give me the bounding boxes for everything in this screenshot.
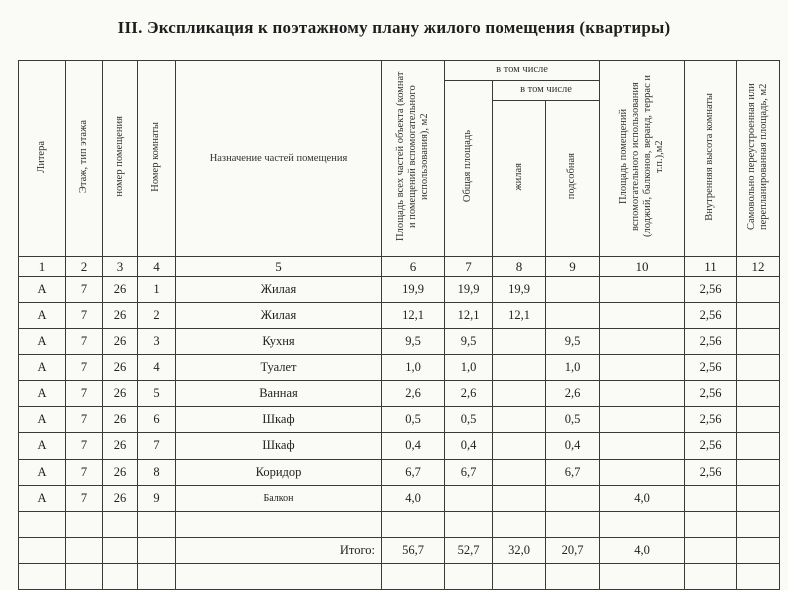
col-num: 1 [19,257,66,277]
cell-lit: А [19,276,66,302]
cell-lit: А [19,433,66,459]
cell-height [685,485,737,511]
cell-lit: А [19,355,66,381]
cell-auxarea: 4,0 [600,485,685,511]
cell-room: 6 [138,407,176,433]
cell-aux: 2,6 [546,381,600,407]
cell-floor: 7 [66,433,103,459]
table-row [19,459,780,485]
cell-room: 4 [138,355,176,381]
cell-living [493,459,546,485]
cell-room: 9 [138,485,176,511]
table-row [19,355,780,381]
cell-lit: А [19,485,66,511]
cell-lit: А [19,303,66,329]
header-general-area: Общая площадь [445,80,493,256]
totals-label: Итого: [176,537,382,563]
cell-purpose: Балкон [176,485,382,511]
cell-self [737,355,780,381]
header-living: жилая [493,100,546,256]
cell-total: 2,6 [382,381,445,407]
table-row [19,485,780,511]
table-row [19,433,780,459]
header-floor: Этаж, тип этажа [66,61,103,257]
cell-total: 19,9 [382,276,445,302]
cell-floor: 7 [66,459,103,485]
cell-height: 2,56 [685,459,737,485]
cell-prem: 26 [103,485,138,511]
cell-auxarea [600,407,685,433]
cell-height: 2,56 [685,276,737,302]
cell-gen: 1,0 [445,355,493,381]
cell-lit: А [19,459,66,485]
col-num: 10 [600,257,685,277]
header-premise-no: номер помещения [103,61,138,257]
cell-living: 12,1 [493,303,546,329]
cell-prem: 26 [103,303,138,329]
table-row [19,329,780,355]
cell-purpose: Туалет [176,355,382,381]
cell-room: 7 [138,433,176,459]
cell-purpose: Шкаф [176,433,382,459]
page-title: III. Экспликация к поэтажному плану жилого помещения (квартиры) [117,18,671,37]
cell-floor: 7 [66,276,103,302]
cell-floor: 7 [66,329,103,355]
cell-auxarea [600,329,685,355]
col-num: 11 [685,257,737,277]
cell-floor: 7 [66,485,103,511]
cell-height: 2,56 [685,329,737,355]
cell-self [737,329,780,355]
cell-prem: 26 [103,329,138,355]
cell-total: 4,0 [382,485,445,511]
col-num: 12 [737,257,780,277]
cell-aux: 9,5 [546,329,600,355]
cell-living [493,381,546,407]
cell-aux: 1,0 [546,355,600,381]
empty-row [19,563,780,589]
cell-lit: А [19,381,66,407]
cell-height: 2,56 [685,381,737,407]
cell-self [737,303,780,329]
cell-auxarea [600,276,685,302]
table-row [19,276,780,302]
cell-purpose: Шкаф [176,407,382,433]
cell-height: 2,56 [685,433,737,459]
cell-gen: 19,9 [445,276,493,302]
cell-room: 3 [138,329,176,355]
table-row [19,407,780,433]
totals-general: 52,7 [445,537,493,563]
totals-living: 32,0 [493,537,546,563]
column-numbers-row [19,257,780,277]
totals-row [19,537,780,563]
cell-total: 12,1 [382,303,445,329]
cell-floor: 7 [66,303,103,329]
cell-height: 2,56 [685,407,737,433]
cell-lit: А [19,407,66,433]
totals-aux-area: 4,0 [600,537,685,563]
cell-gen [445,485,493,511]
cell-total: 0,4 [382,433,445,459]
header-self-built: Самовольно переустроенная или перепланированная площадь, м2 [737,61,780,257]
cell-room: 8 [138,459,176,485]
cell-aux [546,276,600,302]
table-row [19,303,780,329]
cell-living [493,355,546,381]
cell-auxarea [600,303,685,329]
cell-purpose: Жилая [176,303,382,329]
header-incl2: в том числе [493,80,600,100]
col-num: 6 [382,257,445,277]
cell-self [737,381,780,407]
cell-floor: 7 [66,407,103,433]
cell-self [737,485,780,511]
cell-total: 1,0 [382,355,445,381]
cell-gen: 2,6 [445,381,493,407]
cell-auxarea [600,433,685,459]
cell-height: 2,56 [685,303,737,329]
cell-auxarea [600,355,685,381]
cell-self [737,433,780,459]
cell-self [737,459,780,485]
empty-row [19,511,780,537]
col-num: 3 [103,257,138,277]
col-num: 8 [493,257,546,277]
cell-prem: 26 [103,276,138,302]
cell-gen: 12,1 [445,303,493,329]
cell-aux: 6,7 [546,459,600,485]
cell-lit: А [19,329,66,355]
cell-self [737,407,780,433]
header-aux-area: Площадь помещений вспомогательного использования (лоджий, балконов, веранд, террас и т.п.),м2 [600,61,685,257]
header-purpose: Назначение частей помещения [176,61,382,257]
cell-purpose: Коридор [176,459,382,485]
header-incl: в том числе [445,61,600,81]
col-num: 7 [445,257,493,277]
cell-total: 6,7 [382,459,445,485]
cell-purpose: Ванная [176,381,382,407]
cell-prem: 26 [103,459,138,485]
col-num: 9 [546,257,600,277]
cell-room: 2 [138,303,176,329]
table-row [19,381,780,407]
cell-room: 1 [138,276,176,302]
cell-auxarea [600,459,685,485]
cell-living [493,329,546,355]
totals-auxiliary: 20,7 [546,537,600,563]
totals-total: 56,7 [382,537,445,563]
explication-table [18,60,780,590]
cell-prem: 26 [103,433,138,459]
cell-living [493,433,546,459]
cell-gen: 6,7 [445,459,493,485]
cell-aux [546,303,600,329]
cell-living: 19,9 [493,276,546,302]
cell-purpose: Кухня [176,329,382,355]
header-total-area: Площадь всех частей объекта (комнат и помещений вспомогательного использования), м2 [382,61,445,257]
cell-total: 0,5 [382,407,445,433]
header-auxiliary: подсобная [546,100,600,256]
cell-room: 5 [138,381,176,407]
col-num: 5 [176,257,382,277]
cell-aux: 0,4 [546,433,600,459]
cell-auxarea [600,381,685,407]
cell-height: 2,56 [685,355,737,381]
cell-aux: 0,5 [546,407,600,433]
cell-gen: 0,4 [445,433,493,459]
col-num: 2 [66,257,103,277]
cell-prem: 26 [103,381,138,407]
cell-floor: 7 [66,381,103,407]
cell-gen: 9,5 [445,329,493,355]
cell-prem: 26 [103,407,138,433]
cell-aux [546,485,600,511]
header-height: Внутренняя высота комнаты [685,61,737,257]
header-room-no: Номер комнаты [138,61,176,257]
col-num: 4 [138,257,176,277]
header-litera: Литера [19,61,66,257]
cell-living [493,485,546,511]
cell-living [493,407,546,433]
cell-gen: 0,5 [445,407,493,433]
cell-self [737,276,780,302]
cell-purpose: Жилая [176,276,382,302]
cell-total: 9,5 [382,329,445,355]
cell-floor: 7 [66,355,103,381]
cell-prem: 26 [103,355,138,381]
